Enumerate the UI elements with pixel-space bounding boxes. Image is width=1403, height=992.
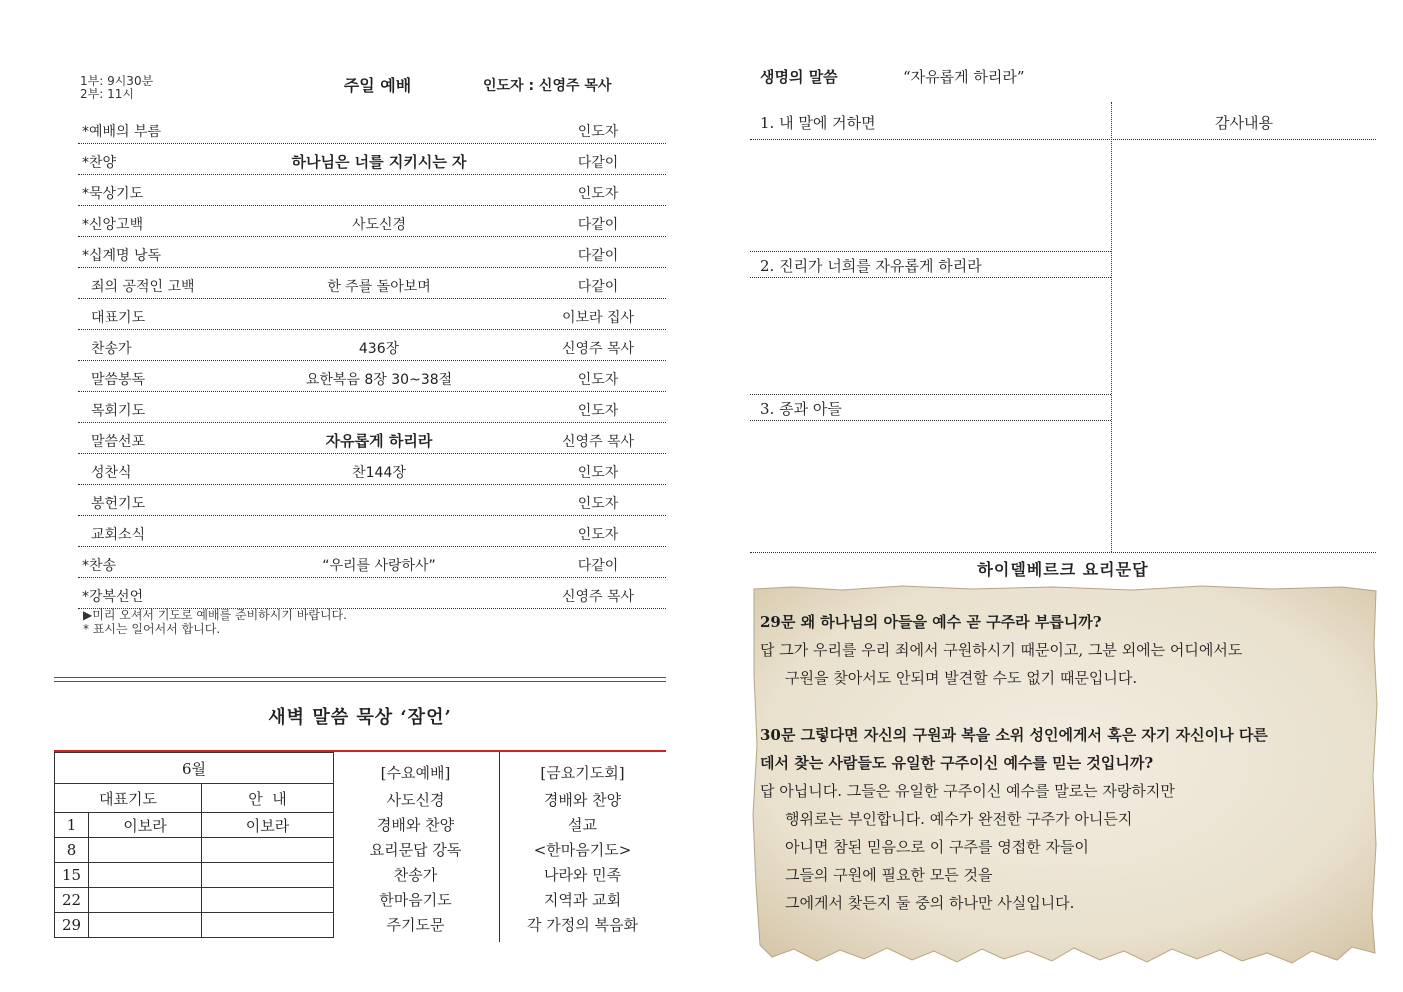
order-item: 대표기도 bbox=[91, 310, 146, 326]
answer-30-line: 답 아닙니다. 그들은 유일한 구주이신 예수를 말로는 자랑하지만 bbox=[760, 782, 1175, 800]
order-item: 목회기도 bbox=[91, 403, 146, 419]
answer-30-line: 아니면 참된 믿음으로 이 구주를 영접한 자들이 bbox=[785, 838, 1089, 856]
order-item: *신앙고백 bbox=[82, 217, 144, 233]
note-stand: * 표시는 일어서서 합니다. bbox=[83, 622, 221, 636]
list-item: 사도신경 bbox=[386, 791, 445, 809]
table-row bbox=[78, 268, 666, 299]
order-leader: 신영주 목사 bbox=[561, 434, 635, 450]
question-30-line: 데서 찾는 사람들도 유일한 구주이신 예수를 믿는 것입니까? bbox=[760, 754, 1154, 772]
section-rule bbox=[750, 552, 1376, 553]
schedule-day: 29 bbox=[55, 913, 89, 938]
schedule-table bbox=[54, 752, 334, 938]
table-row bbox=[55, 813, 334, 838]
order-item: 죄의 공적인 고백 bbox=[91, 279, 195, 295]
list-item: 찬송가 bbox=[393, 866, 438, 884]
table-row bbox=[55, 838, 334, 863]
schedule-col-guide: 안 내 bbox=[202, 784, 334, 813]
schedule-col-prayer: 대표기도 bbox=[55, 784, 202, 813]
order-content: 436장 bbox=[358, 341, 400, 357]
order-leader: 다같이 bbox=[577, 248, 619, 264]
list-item: 나라와 민족 bbox=[543, 866, 622, 884]
heidelberg-title: 하이델베르크 요리문답 bbox=[977, 560, 1149, 579]
table-row bbox=[78, 392, 666, 423]
service-time-1: 1부: 9시30분 bbox=[80, 74, 154, 88]
table-row bbox=[78, 206, 666, 237]
table-row bbox=[78, 547, 666, 578]
question-30-line: 30문 그렇다면 자신의 구원과 복을 소위 성인에게서 혹은 자기 자신이나 다른 bbox=[760, 726, 1268, 744]
point-rule bbox=[750, 277, 1111, 278]
answer-30-line: 행위로는 부인합니다. 예수가 완전한 구주가 아니든지 bbox=[785, 810, 1133, 828]
order-leader: 다같이 bbox=[577, 217, 619, 233]
sermon-point-3: 3. 종과 아들 bbox=[760, 400, 842, 418]
order-item: 교회소식 bbox=[91, 527, 146, 543]
order-item: 성찬식 bbox=[91, 465, 132, 481]
word-of-life-verse: “자유롭게 하리라” bbox=[903, 68, 1025, 86]
order-leader: 인도자 bbox=[577, 403, 619, 419]
answer-30-line: 그에게서 찾든지 둘 중의 하나만 사실입니다. bbox=[785, 894, 1075, 912]
order-leader: 인도자 bbox=[577, 124, 619, 140]
order-notes bbox=[83, 608, 347, 636]
service-title: 주일 예배 bbox=[343, 76, 412, 95]
table-row bbox=[55, 888, 334, 913]
schedule-guide bbox=[202, 863, 334, 888]
catechism-text bbox=[760, 608, 1375, 917]
list-item: 지역과 교회 bbox=[543, 891, 622, 909]
thanks-header: 감사내용 bbox=[1215, 114, 1273, 132]
schedule-guide bbox=[202, 838, 334, 863]
schedule-prayer bbox=[89, 913, 202, 938]
order-item: 찬송가 bbox=[91, 341, 132, 357]
order-item: 말씀봉독 bbox=[91, 372, 146, 388]
table-row bbox=[78, 113, 666, 144]
table-row bbox=[78, 330, 666, 361]
schedule-month: 6월 bbox=[55, 753, 334, 784]
list-item: 경배와 찬양 bbox=[376, 816, 455, 834]
order-item: *찬양 bbox=[82, 155, 117, 171]
schedule-prayer bbox=[89, 838, 202, 863]
notes-divider bbox=[1111, 102, 1112, 552]
order-item: 말씀선포 bbox=[91, 434, 146, 450]
schedule-day: 22 bbox=[55, 888, 89, 913]
service-times bbox=[80, 75, 153, 101]
order-content: “우리를 사랑하사” bbox=[322, 558, 436, 574]
answer-29-line: 구원을 찾아서도 안되며 발견할 수도 없기 때문입니다. bbox=[785, 669, 1138, 687]
schedule-day: 8 bbox=[55, 838, 89, 863]
answer-29-line: 답 그가 우리를 우리 죄에서 구원하시기 때문이고, 그분 외에는 어디에서도 bbox=[760, 641, 1243, 659]
table-row bbox=[78, 423, 666, 454]
order-leader: 인도자 bbox=[577, 186, 619, 202]
table-row bbox=[78, 516, 666, 547]
schedule-guide bbox=[202, 888, 334, 913]
friday-header: [금요기도회] bbox=[540, 764, 625, 782]
order-content: 자유롭게 하리라 bbox=[325, 432, 433, 450]
order-item: *강복선언 bbox=[82, 589, 144, 605]
schedule-prayer bbox=[89, 863, 202, 888]
sermon-point-1: 1. 내 말에 거하면 bbox=[760, 114, 876, 132]
point-rule bbox=[750, 251, 1111, 252]
wednesday-header: [수요예배] bbox=[380, 764, 451, 782]
order-leader: 인도자 bbox=[577, 372, 619, 388]
list-item: 요리문답 강독 bbox=[369, 841, 462, 859]
list-item: 각 가정의 복음화 bbox=[527, 916, 638, 934]
sermon-point-2: 2. 진리가 너희를 자유롭게 하리라 bbox=[760, 257, 982, 275]
answer-30-line: 그들의 구원에 필요한 모든 것을 bbox=[785, 866, 993, 884]
order-leader: 다같이 bbox=[577, 279, 619, 295]
table-row bbox=[78, 144, 666, 175]
schedule-day: 15 bbox=[55, 863, 89, 888]
schedule-prayer: 이보라 bbox=[89, 813, 202, 838]
wednesday-service-list bbox=[332, 758, 499, 938]
order-item: *예배의 부름 bbox=[82, 124, 162, 140]
table-row bbox=[78, 299, 666, 330]
list-item: 경배와 찬양 bbox=[543, 791, 622, 809]
order-item: *묵상기도 bbox=[82, 186, 144, 202]
order-leader: 인도자 bbox=[577, 527, 619, 543]
double-divider bbox=[54, 677, 666, 682]
schedule-guide bbox=[202, 913, 334, 938]
list-item: <한마음기도> bbox=[533, 841, 632, 859]
service-time-2: 2부: 11시 bbox=[80, 87, 134, 101]
order-leader: 인도자 bbox=[577, 465, 619, 481]
note-prepare: ▶미리 오셔서 기도로 예배를 준비하시기 바랍니다. bbox=[83, 608, 347, 622]
table-row bbox=[78, 361, 666, 392]
table-row bbox=[78, 454, 666, 485]
schedule-guide: 이보라 bbox=[202, 813, 334, 838]
service-leader: 인도자 : 신영주 목사 bbox=[483, 78, 612, 94]
dawn-meditation-title: 새벽 말씀 묵상 ‘잠언’ bbox=[268, 707, 452, 728]
order-content: 사도신경 bbox=[351, 217, 407, 233]
order-content: 찬144장 bbox=[352, 465, 406, 481]
friday-prayer-list bbox=[499, 758, 666, 938]
table-row bbox=[55, 913, 334, 938]
table-row bbox=[55, 863, 334, 888]
order-content: 한 주를 돌아보며 bbox=[327, 279, 431, 295]
order-item: *십계명 낭독 bbox=[82, 248, 162, 264]
order-item: 봉헌기도 bbox=[91, 496, 146, 512]
table-row bbox=[78, 578, 666, 609]
order-leader: 신영주 목사 bbox=[561, 341, 635, 357]
order-leader: 다같이 bbox=[577, 558, 619, 574]
question-29: 29문 왜 하나님의 아들을 예수 곧 구주라 부릅니까? bbox=[760, 613, 1102, 631]
table-row bbox=[78, 175, 666, 206]
list-item: 설교 bbox=[568, 816, 597, 834]
list-item: 한마음기도 bbox=[379, 891, 452, 909]
order-content: 하나님은 너를 지키시는 자 bbox=[291, 153, 467, 171]
order-leader: 신영주 목사 bbox=[561, 589, 635, 605]
list-item: 주기도문 bbox=[386, 916, 445, 934]
table-row bbox=[78, 237, 666, 268]
point-rule bbox=[750, 394, 1111, 395]
point-rule bbox=[750, 420, 1111, 421]
schedule-day: 1 bbox=[55, 813, 89, 838]
order-item: *찬송 bbox=[82, 558, 117, 574]
word-of-life-title: 생명의 말씀 bbox=[760, 68, 838, 86]
order-leader: 이보라 집사 bbox=[561, 310, 635, 326]
schedule-prayer bbox=[89, 888, 202, 913]
header-rule bbox=[750, 139, 1376, 140]
worship-order-table bbox=[78, 113, 666, 609]
order-leader: 다같이 bbox=[577, 155, 619, 171]
order-leader: 인도자 bbox=[577, 496, 619, 512]
table-row bbox=[78, 485, 666, 516]
order-content: 요한복음 8장 30~38절 bbox=[305, 372, 453, 388]
